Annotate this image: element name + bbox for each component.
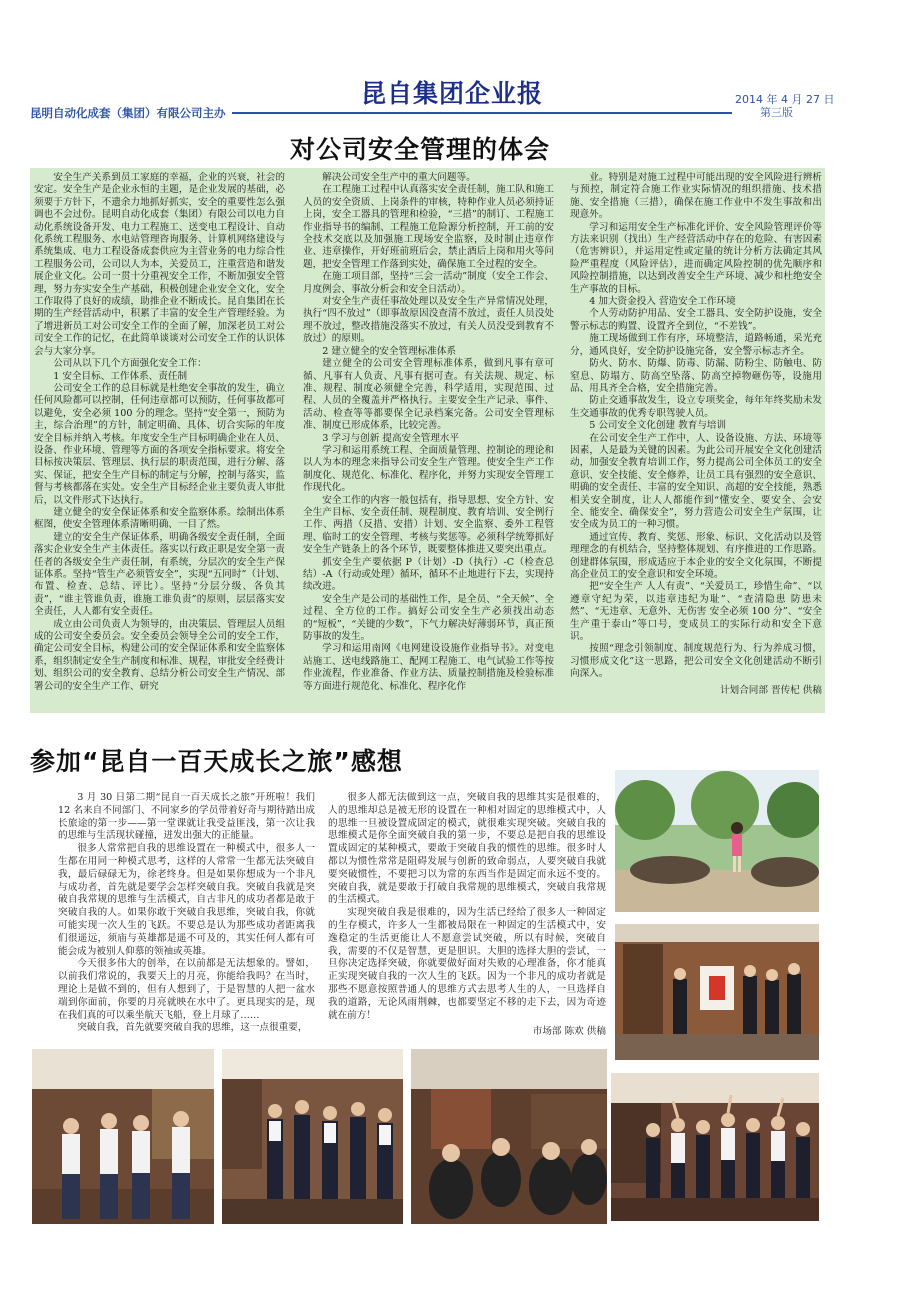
- paragraph: 学习和运用南网《电网建设设施作业指导书》。对变电站施工、送电线路施工、配网工程施工、电气试验工作等按作业流程，作业准备、作业方法、质量控制措施及检验标准等方面进行规范化、标准化、程序化作: [303, 643, 554, 692]
- photo-group-cheer: [611, 1073, 819, 1221]
- paragraph: 抓安全生产要依据 P（计划）-D（执行）-C（检查总结）-A（行动或处理）循环，循环不止地进行下去，实现持续改进。: [303, 556, 554, 593]
- paragraph: 建立健全的安全保证体系和安全监察体系。绘制出体系框图，使安全管理体系清晰明确、一目了然。: [34, 506, 285, 531]
- photo-presentation: [615, 924, 819, 1060]
- paragraph: 安全生产关系到员工家庭的幸福，企业的兴衰，社会的安定。安全生产是企业永恒的主题，是企业发展的基础，必须要于方针下，不遗余力地抓好抓实，安全的重要性怎么强调也不会过份。昆明自动化成套（集团）有限公司以电力自动化系统设备开发、电力工程施工、送变电工程设计、自动化系统工程服务、水电站管理咨询服务、计算机网络建设与系统集成、电力工程设备成套供应为主营业务的电力综合性工程服务公司，公司以人为本，关爱员工，注重营造和谐发展企业文化。公司一贯十分重视安全工作，不断加强安全管理，努力夯实安全生产基础，积极创建企业安全文化，安全工作取得了良好的成绩，助推企业不断成长。昆自集团在长期的生产经营活动中，积累了丰富的安全生产管理经验。为了增进新员工对公司安全工作的全面了解，加深老员工对公司安全工作的记忆，在此简单谈谈对公司安全工作的认识体会与大家分享。: [34, 172, 285, 357]
- paragraph: 按照“理念引领制度、制度规范行为、行为养成习惯，习惯形成文化”这一思路，把公司安全文化创建活动不断引向深入。: [570, 643, 822, 680]
- article-1-column-1: [34, 172, 285, 712]
- photo-seated-discussion: [411, 1049, 607, 1224]
- article-1-column-2: [303, 172, 554, 712]
- photo-garden: [615, 770, 819, 912]
- paragraph: 安全工作的内容一般包括有，指导思想、安全方针、安全生产目标、安全责任制、规程制度、教育培训、安全例行工作、两措（反措、安措）计划、安全监察、委外工程管理、临时工的安全管理、考核与奖惩等。必须科学统筹抓好安全生产链条上的各个环节，既要整体推进又要突出重点。: [303, 494, 554, 556]
- paragraph: 在工程施工过程中认真落实安全责任制，施工队和施工人员的安全资质、上岗条件的审核，特种作业人员必须持证上岗，安全工器具的管理和检验，“三措”的制订、工程施工作业指导书的编制、工程施工危险源分析控制，开工前的安全技术交底以及加强施工现场安全监察，及时制止违章作业、违章操作，开好班前班后会，禁止酒后上岗和用火等问题，把安全管理工作落到实处，确保施工全过程的安全。: [303, 184, 554, 270]
- article-1-title: 对公司安全管理的体会: [290, 135, 551, 164]
- paragraph: 学习和运用系统工程、全面质量管理、控制论的理论和以人为本的理念来指导公司安全生产管理。使安全生产工作制度化、规范化、标准化、程序化，并努力实现安全管理工作现代化。: [303, 444, 554, 494]
- paragraph: 通过宣传、教育、奖惩、形象、标识、文化活动以及管理理念的有机结合，坚持整体规划、有序推进的工作思路。创建群体氛围，形成适应于本企业的安全文化氛围，不断提高企业员工的安全意识和安全环境。: [570, 531, 822, 580]
- paragraph: 在公司安全生产工作中，人、设备设施、方法、环境等因素，人是最为关键的因素。为此公司开展安全文化创建活动，加强安全教育培训工作，努力提高公司全体员工的安全意识、安全技能、安全修养，让员工具有强烈的安全意识、明确的安全责任、丰富的安全知识、高超的安全技能，熟悉相关安全制度，让人人都能作到“懂安全、要安全、会安全、能安全、确保安全”，努力营造公司安全生产氛围，让安全成为员工的一种习惯。: [570, 432, 822, 531]
- issue-date: 2014 年 4 月 27 日: [735, 93, 835, 106]
- paragraph: 实现突破自我是很难的，因为生活已经给了很多人一种固定的生存模式，许多人一生都被局限在一种固定的生活模式中，安逸稳定的生活更能让人不愿意尝试突破，所以有时候，突破自我，需要的不仅是智慧，更是胆识。大胆的选择大胆的尝试，一旦你决定选择突破，你就要做好面对失败的心理准备，你才能真正实现突破自我的一次人生的飞跃。因为一个非凡的成功者就是那些不愿意按照普通人的思维方式去思考人生的人，一旦选择自我的道路，无论风雨荆棘，也都要坚定不移的走下去，因为奇迹就在前方！: [328, 907, 606, 1021]
- paragraph: 对安全生产责任事故处理以及安全生产异常情况处理，执行“四不放过”（即事故原因没查清不放过，责任人员没处理不放过，整改措施没落实不放过，有关人员没受到教育不放过）的原则。: [303, 296, 554, 345]
- photo-group-standing: [32, 1049, 214, 1224]
- paragraph: 公司安全工作的总目标就是杜绝安全事故的发生，确立任何风险都可以控制，任何违章都可以预防，任何事故都可以避免，安全必须 100 分的理念。坚持“安全第一，预防为主，综合治理”的方针，制定明确、具体、切合实际的年度安全目标并纳入考核。年度安全生产目标明确企业在人员、设备、作业环境、管理等方面的各项安全指标要求。将安全目标按决策层、管理层、执行层的职责范围，进行分解、落实、保证，把安全生产目标的制定与分解，控制与落实，监督与考核都落在实处。安全生产目标经企业主要负责人审批后，以文件形式下达执行。: [34, 382, 285, 506]
- paragraph: 4 加大资金投入 营造安全工作环境: [589, 296, 736, 308]
- paragraph: 建立健全的公司安全管理标准体系，做到凡事有章可循、凡事有人负责、凡事有据可查。有关法规、规定、标准、规程、制度必须健全完善，科学适用，实现范围、过程、人员的全覆盖并严格执行。主要安全生产记录、事件、活动、检查等等都要保全记录档案完备。公司安全管理标准、制度已形成体系，比较完善。: [303, 358, 554, 432]
- paragraph: 个人劳动防护用品、安全工器具、安全防护设施，安全警示标志的购置、设置齐全到位，“不差钱”。: [570, 308, 822, 332]
- paragraph: 解决公司安全生产中的重大问题等。: [322, 172, 476, 183]
- signature: 市场部 陈欢 供稿: [532, 1026, 606, 1038]
- paragraph: 1 安全目标、工作体系、责任制: [53, 370, 188, 382]
- paragraph: 公司从以下几个方面强化安全工作：: [53, 358, 207, 370]
- masthead: 昆自集团企业报: [360, 79, 543, 108]
- paragraph: 防止交通事故发生，设立专项奖金，每年年终奖励未发生交通事故的优秀专职驾驶人员。: [570, 395, 822, 419]
- paragraph: 把“安全生产 人人有责”、“关爱员工，珍惜生命”、“以遵章守纪为荣，以违章违纪为耻”、“查清隐患 防患未然”、“无违章、无意外、无伤害 安全必须 100 分”、“安全生产重于泰山”等口号，变成员工的实际行动和安全下意识。: [570, 581, 822, 643]
- paragraph: 2 建立健全的安全管理标准体系: [322, 345, 457, 357]
- article-1-column-3: [570, 172, 822, 712]
- article-2-column-2: [328, 792, 606, 1040]
- paragraph: 安全生产是公司的基础性工作，是全员、“全天候”、全过程、全方位的工作。搞好公司安全生产必须找出动态的“短板”，“关键的少数”，下气力解决好薄弱环节，真正预防事故的发生。: [303, 593, 554, 643]
- paragraph: 很多人常常把自我的思维设置在一种模式中，很多人一生都在用同一种模式思考，这样的人常常一生都无法突破自我，最后碌碌无为，徐老终身。但是如果你想成为一个非凡与成功者，首先就是要学会怎样突破自我。突破自我就是突破自我常规的思维与生活模式，自古非凡的成功者都是敢于突破自我的人。如果你敢于突破自我思维，突破自我，你就可能实现一次人生的飞跃。不要总是认为那些成功者距离我们很遥远，须庙与英雄都是遥不可及的，其实任何人都有可能会成为被别人仰慕的领袖或英雄。: [58, 843, 315, 957]
- header-rule: [232, 112, 732, 114]
- paragraph: 在施工项目部，坚持“三会一活动”制度（安全工作会、月度例会、事故分析会和安全日活动）。: [303, 271, 554, 295]
- paragraph: 3 月 30 日第二期“昆自一百天成长之旅”开班啦！我们 12 名来自不同部门、不同家乡的学员带着好奇与期待踏出成长旅途的第一步——第一堂课就让我受益匪浅，第一次让我的思维与生活现状碰撞，迸发出强大的正能量。: [58, 792, 315, 842]
- paragraph: 建立的安全生产保证体系，明确各级安全责任制，全面落实企业安全生产主体责任。落实以行政正职是安全第一责任者的各级安全生产责任制，有系统，分层次的安全生产保证体系。坚持“管生产必须管安全”，实现“五同时”（计划、布置、检查、总结、评比）。坚持“分层分级、各负其责”，“谁主管谁负责，谁施工谁负责”的原则，层层落实安全责任，人人都有安全责任。: [34, 531, 285, 618]
- paragraph: 今天很多伟大的创举，在以前都是无法想象的。譬如，以前我们常说的，我要天上的月亮，你能给我吗？在当时，理论上是做不到的，但有人想到了，于是智慧的人把一盆水端到你面前，你要的月亮就映在水中了。更具现实的是，现在我们真的可以乘坐航天飞船，登上月球了……: [58, 958, 315, 1021]
- paragraph: 突破自我，首先就要突破自我的思维，这一点很重要，: [77, 1022, 308, 1034]
- paragraph: 很多人都无法做到这一点，突破自我的思维其实是很难的，人的思维却总是被无形的设置在一种相对固定的思维模式中，人的思维一旦被设置成固定的模式，就很难实现突破。突破自我的思维模式是你全面突破自我的第一步，不要总是把自我的思维设置成固定的某种模式，要敢于突破自我的惯性的思维。很多时人都以为惯性常常是阻碍发展与创新的致命弱点，人要突破自我就要突破惯性，不要把习以为常的东西当作是固定而永远不变的。突破自我，就是要敢于打破自我常规的思维模式，突破自我常规的生活模式。: [328, 792, 606, 906]
- article-2-title: 参加“昆自一百天成长之旅”感想: [30, 747, 403, 776]
- sponsor-line: 昆明自动化成套（集团）有限公司主办: [30, 106, 226, 120]
- paragraph: 成立由公司负责人为领导的，由决策层、管理层人员组成的公司安全委员会。安全委员会领导全公司的安全工作，确定公司安全目标，构建公司的安全保证体系和安全监察体系，组织制定安全生产制度和标准、规程，审批安全经费计划、组织公司的安全教育、总结分析公司安全生产情况、部署公司的安全生产工作、研究: [34, 618, 285, 692]
- paragraph: 5 公司安全文化创建 教育与培训: [589, 420, 727, 432]
- photo-group-exercise: [222, 1049, 403, 1224]
- article-2-column-1: [58, 792, 315, 1040]
- issue-info: [735, 93, 834, 119]
- paragraph: 业。特别是对施工过程中可能出现的安全风险进行辨析与预控，制定符合施工作业实际情况的组织措施、技术措施、安全措施（三措），确保在施工作业中不发生事故和出现意外。: [570, 172, 822, 221]
- signature: 计划合同部 晋传杞 供稿: [719, 684, 822, 696]
- paragraph: 施工现场做到工作有序，环境整洁，道路畅通，采光充分，通风良好，安全防护设施完备，安全警示标志齐全。: [570, 333, 822, 357]
- paragraph: 学习和运用安全生产标准化评价、安全风险管理评价等方法来识别（找出）生产经营活动中存在的危险、有害因素（危害辨识），并运用定性或定量的统计分析方法确定其风险严重程度（风险评估），进而确定风险控制的优先顺序和风险控制措施，以达到改善安全生产环境、减少和杜绝安全生产事故的目标。: [570, 221, 822, 295]
- paragraph: 3 学习与创新 提高安全管理水平: [322, 432, 460, 444]
- issue-edition: 第三版: [760, 106, 793, 119]
- paragraph: 防火、防水、防爆、防毒、防漏、防粉尘、防触电、防窒息、防塌方、防高空坠落、防高空掉物砸伤等，设施用品、用具齐全合格，安全措施完善。: [570, 358, 822, 394]
